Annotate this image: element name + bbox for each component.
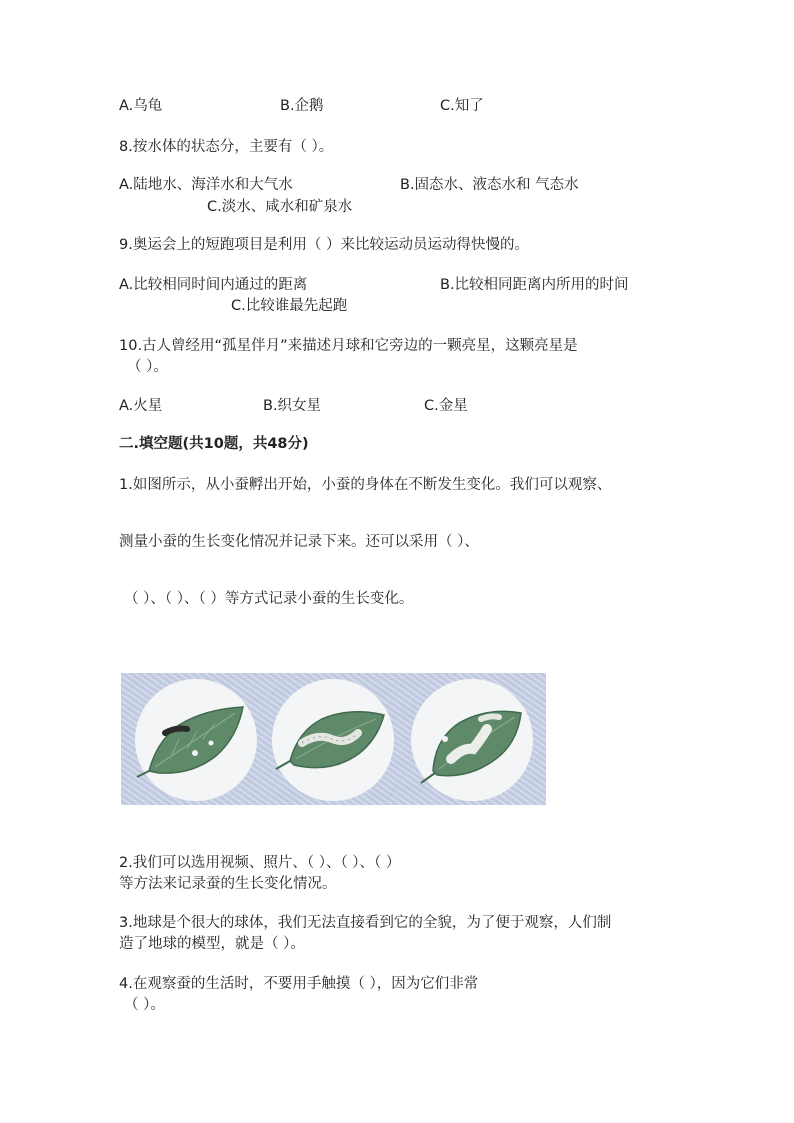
fill4-line1: 4.在观察蚕的生活时，不要用手触摸（ ），因为它们非常 xyxy=(119,976,479,992)
q8-option-a: A.陆地水、海洋水和大气水 xyxy=(119,177,293,193)
q9-option-a: A.比较相同时间内通过的距离 xyxy=(119,277,308,293)
q7-option-c: C.知了 xyxy=(440,98,484,114)
q9-option-b: B.比较相同距离内所用的时间 xyxy=(440,277,629,293)
fill2-line1: 2.我们可以选用视频、照片、（ ）、（ ）、（ ） xyxy=(119,855,401,871)
silkworm-stage-1-image xyxy=(135,679,257,801)
fill1-line1: 1.如图所示，从小蚕孵出开始，小蚕的身体在不断发生变化。我们可以观察、 xyxy=(119,477,612,493)
fill4-line2: （ ）。 xyxy=(124,997,165,1013)
fill1-line2: 测量小蚕的生长变化情况并记录下来。还可以采用（ ）、 xyxy=(119,534,479,550)
q7-option-b: B.企鹅 xyxy=(280,98,324,114)
q10-stem-line2: （ ）。 xyxy=(127,359,168,375)
q9-option-c: C.比较谁最先起跑 xyxy=(231,298,348,314)
q10-stem-line1: 10.古人曾经用“孤星伴月”来描述月球和它旁边的一颗亮星，这颗亮星是 xyxy=(119,338,578,354)
q8-option-c: C.淡水、咸水和矿泉水 xyxy=(207,199,353,215)
silkworm-growth-figure xyxy=(121,673,546,805)
q8-option-b: B.固态水、液态水和 气态水 xyxy=(400,177,579,193)
fill1-line3: （ ）、（ ）、（ ）等方式记录小蚕的生长变化。 xyxy=(124,591,414,607)
silkworm-stage-2-image xyxy=(272,679,394,801)
q10-option-a: A.火星 xyxy=(119,398,163,414)
fill3-line2: 造了地球的模型，就是（ ）。 xyxy=(119,936,305,952)
q10-option-b: B.织女星 xyxy=(263,398,322,414)
q8-stem: 8.按水体的状态分，主要有（ ）。 xyxy=(119,139,334,155)
silkworm-stage-3-image xyxy=(411,679,533,801)
q9-stem: 9.奥运会上的短跑项目是利用（ ）来比较运动员运动得快慢的。 xyxy=(119,237,529,253)
fill3-line1: 3.地球是个很大的球体，我们无法直接看到它的全貌，为了便于观察，人们制 xyxy=(119,915,612,931)
fill2-line2: 等方法来记录蚕的生长变化情况。 xyxy=(119,876,337,892)
section-2-title: 二.填空题(共10题，共48分) xyxy=(119,436,309,452)
q7-option-a: A.乌龟 xyxy=(119,98,163,114)
q10-option-c: C.金星 xyxy=(424,398,468,414)
